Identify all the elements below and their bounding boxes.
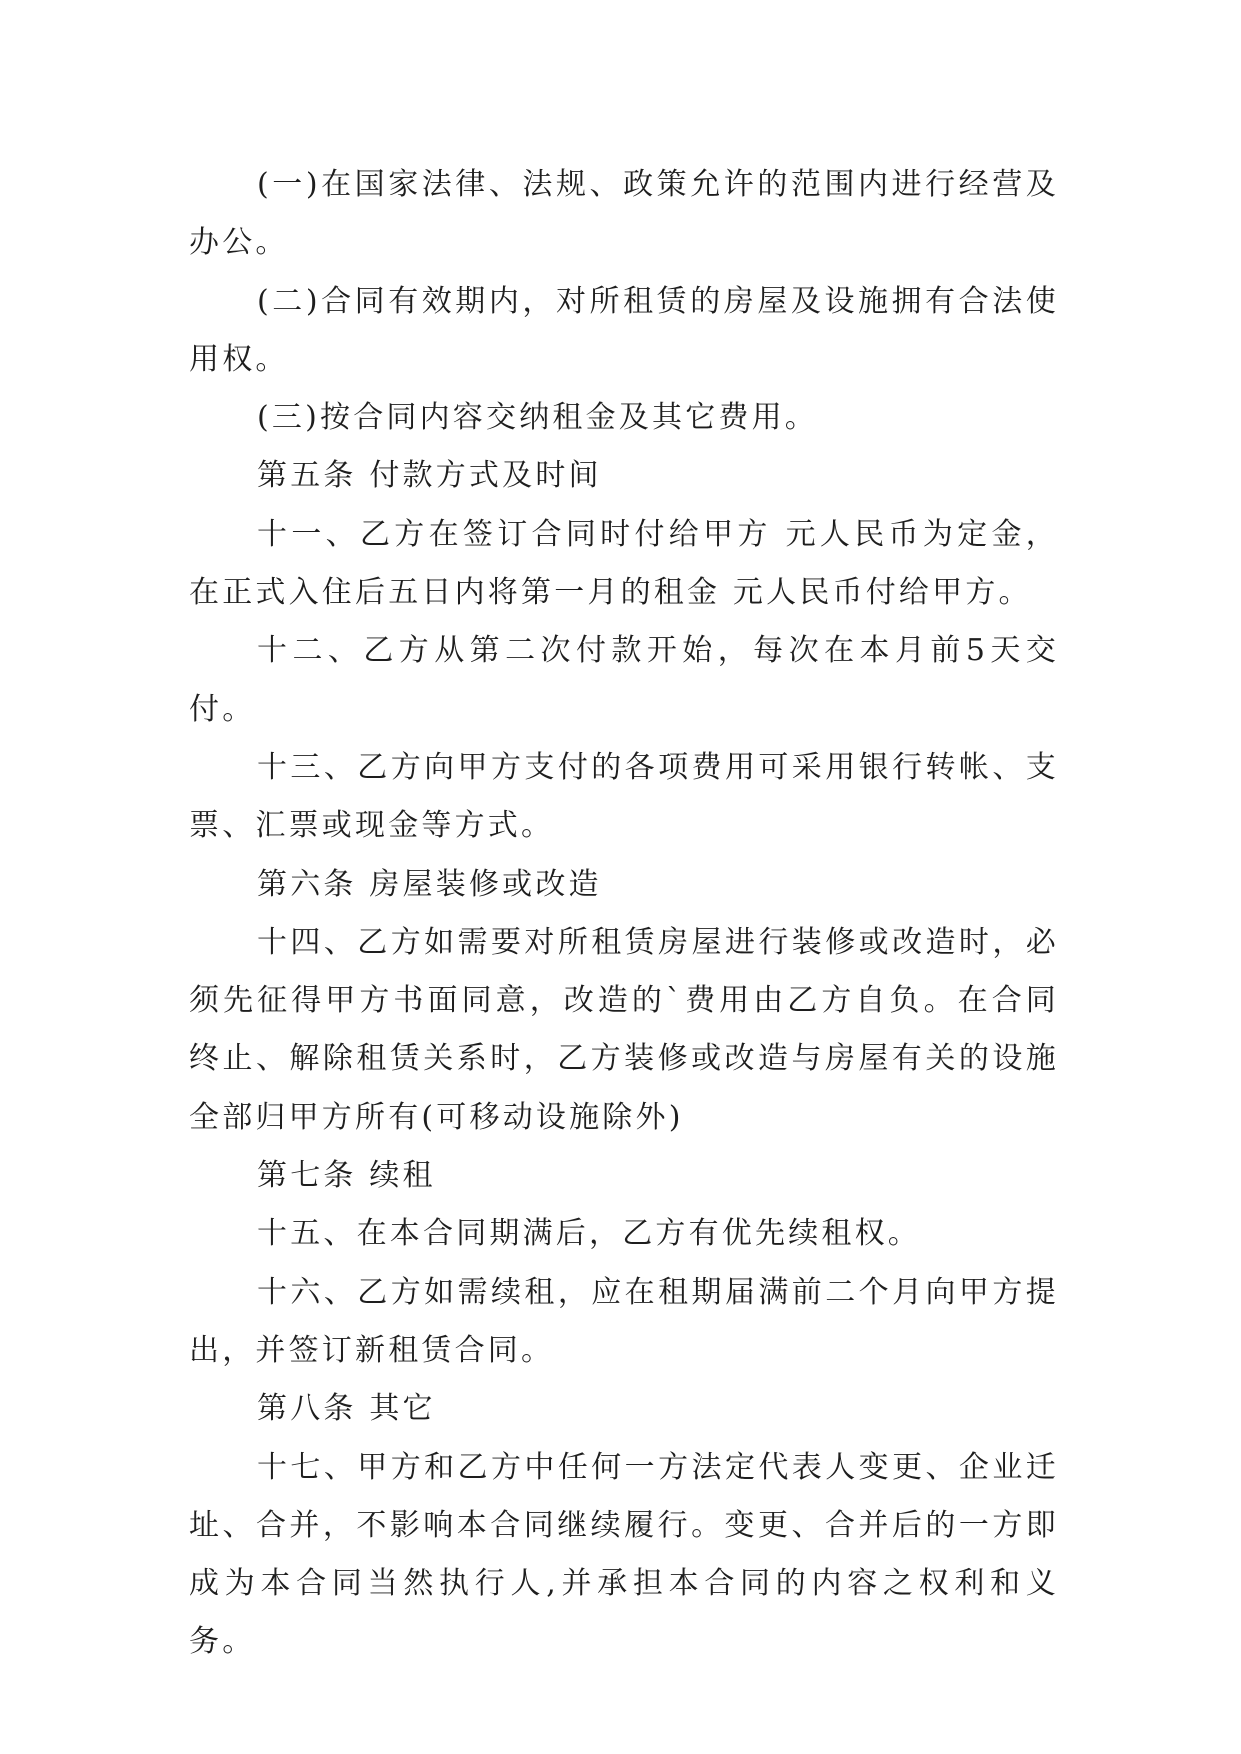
clause-paragraph: 十二、乙方从第二次付款开始，每次在本月前5天交付。: [189, 633, 1059, 727]
clause-paragraph: 十三、乙方向甲方支付的各项费用可采用银行转帐、支票、汇票或现金等方式。: [189, 749, 1059, 844]
section-heading: 第六条 房屋装修或改造: [257, 866, 602, 902]
section-heading: 第五条 付款方式及时间: [257, 458, 602, 494]
clause-paragraph: (二)合同有效期内，对所租赁的房屋及设施拥有合法使用权。: [189, 283, 1059, 377]
clause-paragraph: 十七、甲方和乙方中任何一方法定代表人变更、企业迁址、合并，不影响本合同继续履行。变更、合并后的一方即成为本合同当然执行人,并承担本合同的内容之权利和义务。: [189, 1449, 1059, 1660]
clause-paragraph: 十六、乙方如需续租，应在租期届满前二个月向甲方提出，并签订新租赁合同。: [189, 1274, 1059, 1368]
clause-paragraph: 十四、乙方如需要对所租赁房屋进行装修或改造时，必须先征得甲方书面同意，改造的`费用由乙方自负。在合同终止、解除租赁关系时，乙方装修或改造与房屋有关的设施全部归甲方所有(可移动设施除外): [189, 924, 1059, 1135]
section-heading: 第八条 其它: [257, 1391, 436, 1427]
document-body: [189, 156, 1059, 1672]
clause-paragraph: (三)按合同内容交纳租金及其它费用。: [257, 400, 819, 436]
clause-paragraph: (一)在国家法律、法规、政策允许的范围内进行经营及办公。: [189, 167, 1059, 261]
clause-paragraph: 十一、乙方在签订合同时付给甲方 元人民币为定金，在正式入住后五日内将第一月的租金 元人民币付给甲方。: [189, 516, 1059, 611]
clause-paragraph: 十五、在本合同期满后，乙方有优先续租权。: [257, 1216, 921, 1252]
section-heading: 第七条 续租: [257, 1158, 436, 1194]
